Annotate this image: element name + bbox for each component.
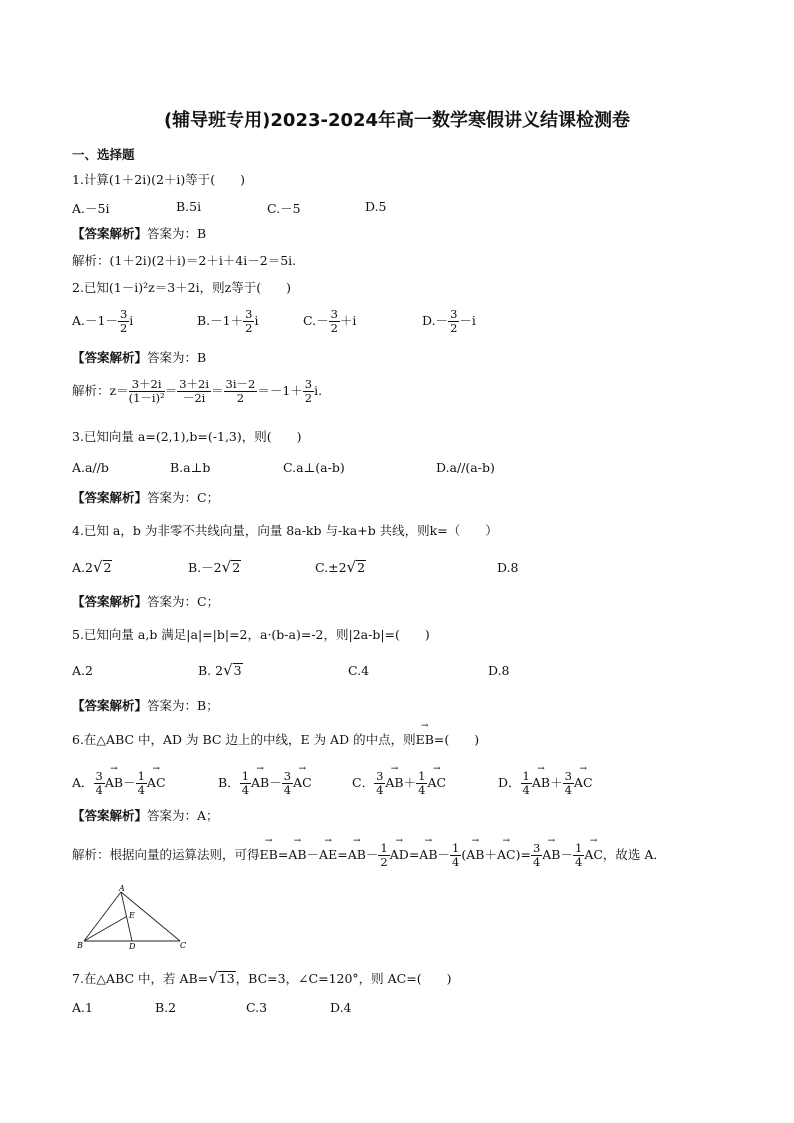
option-prefix: B.－2 xyxy=(188,560,222,575)
q2-d-suffix: －i xyxy=(459,313,476,328)
operator: － xyxy=(365,847,379,862)
analysis-end: ，故选 A． xyxy=(602,847,666,862)
denominator: 4 xyxy=(137,783,145,797)
fraction xyxy=(573,842,584,869)
answer-text: 答案为：B； xyxy=(147,698,219,713)
answer-label: 【答案解析】 xyxy=(72,226,148,241)
fraction xyxy=(329,308,340,335)
q1-option-c: C.－5 xyxy=(267,201,301,216)
q5-answer xyxy=(72,698,219,714)
denominator: －2i xyxy=(182,391,206,405)
answer-text: 答案为：C； xyxy=(147,490,220,505)
q1-answer xyxy=(72,226,206,242)
fraction xyxy=(243,308,254,335)
answer-text: 答案为：C； xyxy=(147,594,220,609)
q2-option-d xyxy=(422,308,476,335)
q7-option-d: D.4 xyxy=(330,1000,352,1015)
numerator: 1 xyxy=(241,769,250,783)
fraction xyxy=(416,770,427,797)
q2-analysis xyxy=(72,378,322,405)
vector-ad: → AD xyxy=(390,847,409,862)
denominator: 4 xyxy=(452,855,460,869)
radicand: 13 xyxy=(218,971,235,986)
radicand: 3 xyxy=(233,663,242,678)
option-prefix: C.±2 xyxy=(315,560,347,575)
label-e: E xyxy=(129,911,135,920)
question-1-stem: 1.计算(1＋2i)(2＋i)等于( ) xyxy=(72,172,246,187)
numerator: 3 xyxy=(376,769,384,783)
denominator: 2 xyxy=(380,855,388,869)
numerator: 1 xyxy=(522,769,530,783)
q6-option-d xyxy=(498,770,593,797)
q2-d-prefix: D.－ xyxy=(422,313,449,328)
vector-eb: → EB xyxy=(416,732,434,748)
analysis-prefix: 解析：z＝ xyxy=(72,383,129,398)
answer-label: 【答案解析】 xyxy=(72,698,148,713)
vector-ab: → AB xyxy=(288,847,306,862)
radicand: 2 xyxy=(357,560,366,575)
analysis-prefix: 解析：根据向量的运算法则，可得 xyxy=(72,847,260,862)
q5-option-c: C.4 xyxy=(348,663,370,678)
q6-answer xyxy=(72,808,219,824)
denominator: 4 xyxy=(376,783,384,797)
numerator: 1 xyxy=(380,841,388,855)
denominator: 2 xyxy=(236,391,245,405)
option-letter: A． xyxy=(72,775,94,790)
vector-ac: → AC xyxy=(574,775,593,790)
denominator: 4 xyxy=(532,855,541,869)
vector-ab: → AB xyxy=(532,775,550,790)
option-prefix: A.2 xyxy=(72,560,93,575)
operator: ＋ xyxy=(484,847,497,862)
segment-be xyxy=(84,917,127,942)
radicand: 2 xyxy=(232,560,241,575)
vector-ac: → AC xyxy=(147,775,166,790)
numerator: 3＋2i xyxy=(179,377,209,391)
answer-label: 【答案解析】 xyxy=(72,350,148,365)
fraction xyxy=(521,770,532,797)
label-a: A xyxy=(119,884,125,893)
fraction xyxy=(136,770,147,797)
answer-label: 【答案解析】 xyxy=(72,594,148,609)
q1-option-d: D.5 xyxy=(365,199,387,214)
operator: － xyxy=(306,847,320,862)
q1-option-b: B.5i xyxy=(176,199,202,214)
vector-ab: → AB xyxy=(251,775,269,790)
numerator: 3 xyxy=(450,307,458,321)
answer-text: 答案为：B xyxy=(147,350,207,365)
question-5-stem: 5.已知向量 a,b 满足|a|=|b|=2，a·(b-a)=-2，则|2a-b|=( ) xyxy=(72,627,430,642)
equals: ＝ xyxy=(211,383,224,398)
q4-option-a xyxy=(72,558,112,576)
question-4-stem: 4.已知 a，b 为非零不共线向量，向量 8a-kb 与-ka+b 共线，则k=（ ） xyxy=(72,523,498,538)
q6-option-b xyxy=(218,770,312,797)
fraction xyxy=(129,378,165,405)
q3-answer xyxy=(72,490,219,506)
side-ab xyxy=(84,892,121,941)
fraction xyxy=(224,378,258,405)
fraction xyxy=(531,842,542,869)
denominator: (1－i)² xyxy=(128,391,165,405)
operator: － xyxy=(269,775,282,790)
operator: － xyxy=(123,775,136,790)
numerator: 3 xyxy=(119,307,128,321)
fraction xyxy=(118,308,129,335)
numerator: 3 xyxy=(245,307,253,321)
radical-sign: √ xyxy=(346,558,357,576)
numerator: 3i－2 xyxy=(225,377,256,391)
numerator: 1 xyxy=(575,841,583,855)
numerator: 3 xyxy=(532,841,541,855)
answer-label: 【答案解析】 xyxy=(72,808,148,823)
fraction xyxy=(303,378,314,405)
numerator: 3 xyxy=(283,769,292,783)
q3-option-c: C.a⊥(a-b) xyxy=(283,460,345,475)
question-7-stem xyxy=(72,970,451,987)
q6-option-a xyxy=(72,770,166,797)
q7-option-c: C.3 xyxy=(246,1000,268,1015)
question-2-stem: 2.已知(1－i)²z＝3＋2i，则z等于( ) xyxy=(72,280,291,295)
q4-option-b xyxy=(188,558,241,576)
q5-option-a: A.2 xyxy=(72,663,93,678)
vector-ab: → AB xyxy=(466,847,484,862)
radical-sign: √ xyxy=(208,969,218,987)
stem-end: =( ) xyxy=(433,732,480,747)
q5-option-b xyxy=(198,661,243,679)
analysis-middle: ＝－1＋ xyxy=(257,383,303,398)
denominator: 2 xyxy=(450,321,458,335)
stem-text: 6.在△ABC 中，AD 为 BC 边上的中线，E 为 AD 的中点，则 xyxy=(72,732,416,747)
q2-answer xyxy=(72,350,206,366)
option-prefix: B. 2 xyxy=(198,663,224,678)
page-title: (辅导班专用)2023-2024年高一数学寒假讲义结课检测卷 xyxy=(163,110,631,131)
label-d: D xyxy=(129,942,136,950)
q5-option-d: D.8 xyxy=(488,663,510,678)
q2-option-a xyxy=(72,308,133,335)
q2-a-prefix: A.－1－ xyxy=(72,313,118,328)
fraction xyxy=(378,842,389,869)
fraction xyxy=(177,378,211,405)
vector-ac: → AC xyxy=(497,847,516,862)
q2-b-prefix: B.－1＋ xyxy=(197,313,244,328)
q7-option-a: A.1 xyxy=(72,1000,93,1015)
q3-option-b: B.a⊥b xyxy=(170,460,211,475)
denominator: 4 xyxy=(564,783,572,797)
denominator: 4 xyxy=(283,783,292,797)
vector-ab: → AB xyxy=(105,775,123,790)
q3-option-d: D.a//(a-b) xyxy=(436,460,495,475)
numerator: 1 xyxy=(137,769,145,783)
answer-label: 【答案解析】 xyxy=(72,490,148,505)
operator: － xyxy=(437,847,451,862)
fraction xyxy=(94,770,105,797)
q2-c-suffix: ＋i xyxy=(339,313,357,328)
operator: ＋ xyxy=(550,775,563,790)
equals: ＝ xyxy=(164,383,178,398)
fraction xyxy=(282,770,293,797)
radical-sign: √ xyxy=(223,661,233,679)
q3-option-a: A.a//b xyxy=(72,460,109,475)
denominator: 2 xyxy=(304,391,313,405)
question-3-stem: 3.已知向量 a=(2,1),b=(-1,3)，则( ) xyxy=(72,429,302,444)
numerator: 3 xyxy=(304,377,313,391)
answer-text: 答案为：A； xyxy=(147,808,219,823)
q1-option-a: A.－5i xyxy=(72,201,110,216)
radical-sign: √ xyxy=(221,558,232,576)
stem-text: 7.在△ABC 中，若 AB= xyxy=(72,971,209,986)
operator: ＋ xyxy=(403,775,417,790)
q4-option-c xyxy=(315,558,366,576)
vector-ab: → AB xyxy=(385,775,403,790)
q7-option-b: B.2 xyxy=(155,1000,177,1015)
q6-option-c xyxy=(352,770,446,797)
q6-analysis: 解析：根据向量的运算法则，可得→ EB=→ AB－→ AE=→ AB－ $\frac{1}{2}$ → AD=→ AB－ $\frac{1}{4}$ (→ AB＋→ AC)= $\frac{3}{4}$ → AB－ $\frac{1}{4}$ → AC，故选 A． xyxy=(72,842,666,869)
vector-ae: → AE xyxy=(319,847,337,862)
numerator: 3 xyxy=(564,769,572,783)
triangle-figure xyxy=(76,884,188,950)
question-6-stem xyxy=(72,732,479,748)
q2-b-suffix: i xyxy=(254,313,259,328)
radical-sign: √ xyxy=(92,558,103,576)
denominator: 4 xyxy=(575,855,583,869)
fraction xyxy=(448,308,459,335)
vector-ac: → AC xyxy=(427,775,446,790)
fraction xyxy=(240,770,251,797)
q2-a-suffix: i xyxy=(129,313,134,328)
denominator: 2 xyxy=(330,321,338,335)
q4-answer xyxy=(72,594,219,610)
denominator: 2 xyxy=(119,321,128,335)
denominator: 4 xyxy=(418,783,426,797)
fraction xyxy=(450,842,461,869)
q2-option-b xyxy=(197,308,258,335)
numerator: 1 xyxy=(452,841,460,855)
denominator: 4 xyxy=(95,783,103,797)
vector-ab: → AB xyxy=(419,847,437,862)
label-b: B xyxy=(77,941,83,950)
q4-option-d: D.8 xyxy=(497,560,519,575)
section-heading: 一、选择题 xyxy=(72,147,135,162)
denominator: 4 xyxy=(241,783,250,797)
fraction xyxy=(374,770,385,797)
analysis-end: i. xyxy=(314,383,323,398)
stem-end: ，BC=3，∠C=120°，则 AC=( ) xyxy=(235,971,452,986)
option-letter: D． xyxy=(498,775,521,790)
q2-c-prefix: C.－ xyxy=(303,313,329,328)
vector-ab: → AB xyxy=(542,847,560,862)
numerator: 1 xyxy=(418,769,426,783)
option-letter: B． xyxy=(218,775,240,790)
q1-analysis: 解析：(1＋2i)(2＋i)＝2＋i＋4i－2＝5i. xyxy=(72,253,297,268)
answer-text: 答案为：B xyxy=(147,226,207,241)
numerator: 3＋2i xyxy=(129,378,165,392)
vector-ac: → AC xyxy=(584,847,603,862)
vector-ab: → AB xyxy=(348,847,366,862)
vector-eb: → EB xyxy=(260,847,278,862)
q2-option-c xyxy=(303,308,356,335)
operator: － xyxy=(560,847,573,862)
denominator: 2 xyxy=(245,321,253,335)
numerator: 3 xyxy=(95,769,103,783)
label-c: C xyxy=(180,941,187,950)
numerator: 3 xyxy=(330,307,338,321)
fraction xyxy=(563,770,574,797)
vector-ac: → AC xyxy=(293,775,312,790)
radicand: 2 xyxy=(103,560,112,575)
option-letter: C． xyxy=(352,775,375,790)
denominator: 4 xyxy=(522,783,530,797)
